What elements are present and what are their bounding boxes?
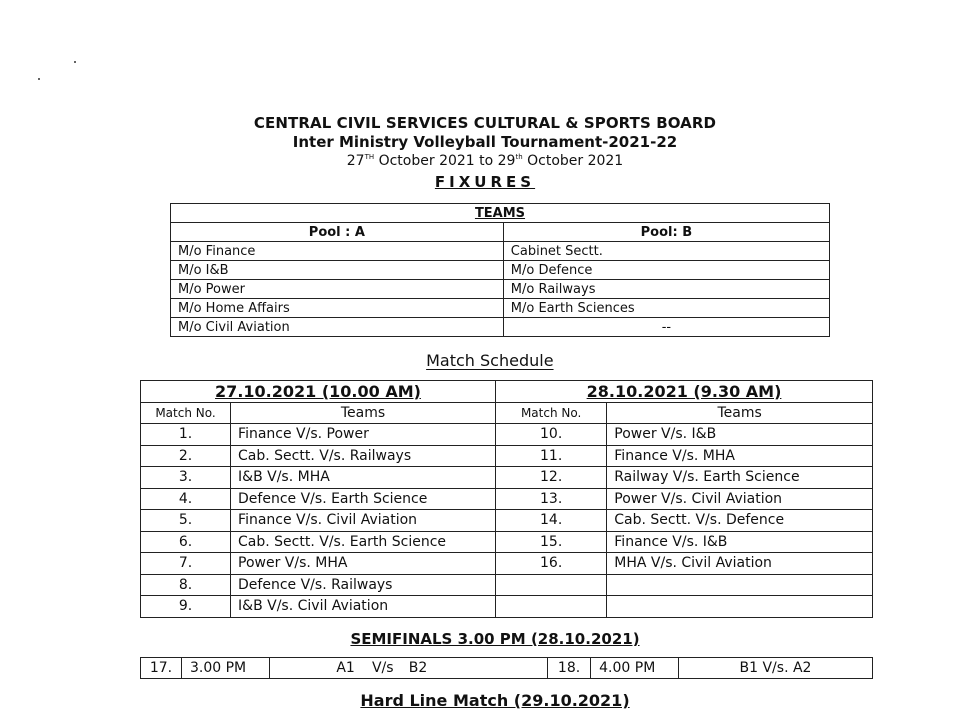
match-number: 7. — [141, 553, 231, 575]
match-teams — [607, 596, 873, 618]
match-number: 15. — [496, 531, 607, 553]
match-teams: I&B V/s. MHA — [231, 467, 496, 489]
match-no-header: Match No. — [141, 402, 231, 424]
fixtures-heading: FIXURES — [434, 173, 536, 191]
match-teams — [607, 574, 873, 596]
semifinal-time: 4.00 PM — [591, 658, 679, 679]
pool-b-team: Cabinet Sectt. — [503, 242, 829, 261]
match-number: 14. — [496, 510, 607, 532]
match-number: 8. — [141, 574, 231, 596]
pool-a-header: Pool : A — [171, 223, 504, 242]
table-row — [141, 424, 873, 446]
pool-a-team: M/o Civil Aviation — [171, 318, 504, 337]
teams-header: Teams — [607, 402, 873, 424]
match-teams: Cab. Sectt. V/s. Railways — [231, 445, 496, 467]
semifinal-team-b: B2 — [405, 658, 548, 679]
board-title: CENTRAL CIVIL SERVICES CULTURAL & SPORTS BOARD — [253, 114, 717, 132]
table-row — [141, 445, 873, 467]
pool-a-team: M/o Finance — [171, 242, 504, 261]
table-row — [141, 574, 873, 596]
match-number: 12. — [496, 467, 607, 489]
scan-speck — [38, 78, 40, 80]
pool-b-header: Pool: B — [503, 223, 829, 242]
table-row — [141, 488, 873, 510]
table-row — [171, 318, 830, 337]
pool-a-team: M/o I&B — [171, 261, 504, 280]
match-number: 5. — [141, 510, 231, 532]
table-row — [141, 553, 873, 575]
match-teams: Finance V/s. Power — [231, 424, 496, 446]
table-row — [171, 299, 830, 318]
match-teams: Finance V/s. I&B — [607, 531, 873, 553]
table-row — [141, 467, 873, 489]
match-teams: Finance V/s. Civil Aviation — [231, 510, 496, 532]
semifinal-teams: B1 V/s. A2 — [678, 658, 872, 679]
teams-table — [170, 203, 830, 337]
hard-line-heading: Hard Line Match (29.10.2021) — [360, 691, 630, 710]
semifinals-table — [140, 657, 873, 679]
match-teams: MHA V/s. Civil Aviation — [607, 553, 873, 575]
table-row — [171, 280, 830, 299]
match-schedule-title: Match Schedule — [426, 351, 554, 370]
match-teams: Cab. Sectt. V/s. Earth Science — [231, 531, 496, 553]
match-number: 16. — [496, 553, 607, 575]
semifinal-match-number: 18. — [547, 658, 590, 679]
match-number: 3. — [141, 467, 231, 489]
semifinal-time: 3.00 PM — [181, 658, 269, 679]
semifinal-vs: V/s — [361, 658, 405, 679]
match-number: 4. — [141, 488, 231, 510]
table-row — [171, 242, 830, 261]
pool-b-team: M/o Earth Sciences — [503, 299, 829, 318]
scan-speck — [74, 61, 76, 63]
match-teams: I&B V/s. Civil Aviation — [231, 596, 496, 618]
match-number: 1. — [141, 424, 231, 446]
semifinal-match-number: 17. — [141, 658, 182, 679]
match-schedule-table — [140, 380, 873, 618]
day2-header: 28.10.2021 (9.30 AM) — [496, 381, 873, 403]
table-row — [141, 596, 873, 618]
match-teams: Power V/s. I&B — [607, 424, 873, 446]
table-row — [171, 261, 830, 280]
table-row — [141, 510, 873, 532]
table-row — [141, 531, 873, 553]
pool-b-team: -- — [503, 318, 829, 337]
teams-header: Teams — [231, 402, 496, 424]
match-number: 13. — [496, 488, 607, 510]
day1-header: 27.10.2021 (10.00 AM) — [141, 381, 496, 403]
match-number — [496, 596, 607, 618]
match-number: 11. — [496, 445, 607, 467]
match-teams: Power V/s. Civil Aviation — [607, 488, 873, 510]
tournament-title: Inter Ministry Volleyball Tournament-2021-22 — [292, 133, 678, 151]
teams-caption: TEAMS — [171, 204, 830, 223]
pool-a-team: M/o Power — [171, 280, 504, 299]
pool-b-team: M/o Defence — [503, 261, 829, 280]
match-teams: Defence V/s. Railways — [231, 574, 496, 596]
pool-b-team: M/o Railways — [503, 280, 829, 299]
match-number: 10. — [496, 424, 607, 446]
match-teams: Finance V/s. MHA — [607, 445, 873, 467]
match-no-header: Match No. — [496, 402, 607, 424]
match-teams: Railway V/s. Earth Science — [607, 467, 873, 489]
match-number: 6. — [141, 531, 231, 553]
match-number: 9. — [141, 596, 231, 618]
match-teams: Defence V/s. Earth Science — [231, 488, 496, 510]
semifinal-team-a: A1 — [269, 658, 361, 679]
semifinals-heading: SEMIFINALS 3.00 PM (28.10.2021) — [350, 630, 640, 648]
table-row — [141, 658, 873, 679]
pool-a-team: M/o Home Affairs — [171, 299, 504, 318]
match-number: 2. — [141, 445, 231, 467]
match-number — [496, 574, 607, 596]
match-teams: Cab. Sectt. V/s. Defence — [607, 510, 873, 532]
match-teams: Power V/s. MHA — [231, 553, 496, 575]
tournament-dates: 27TH October 2021 to 29th October 2021 — [346, 153, 624, 169]
